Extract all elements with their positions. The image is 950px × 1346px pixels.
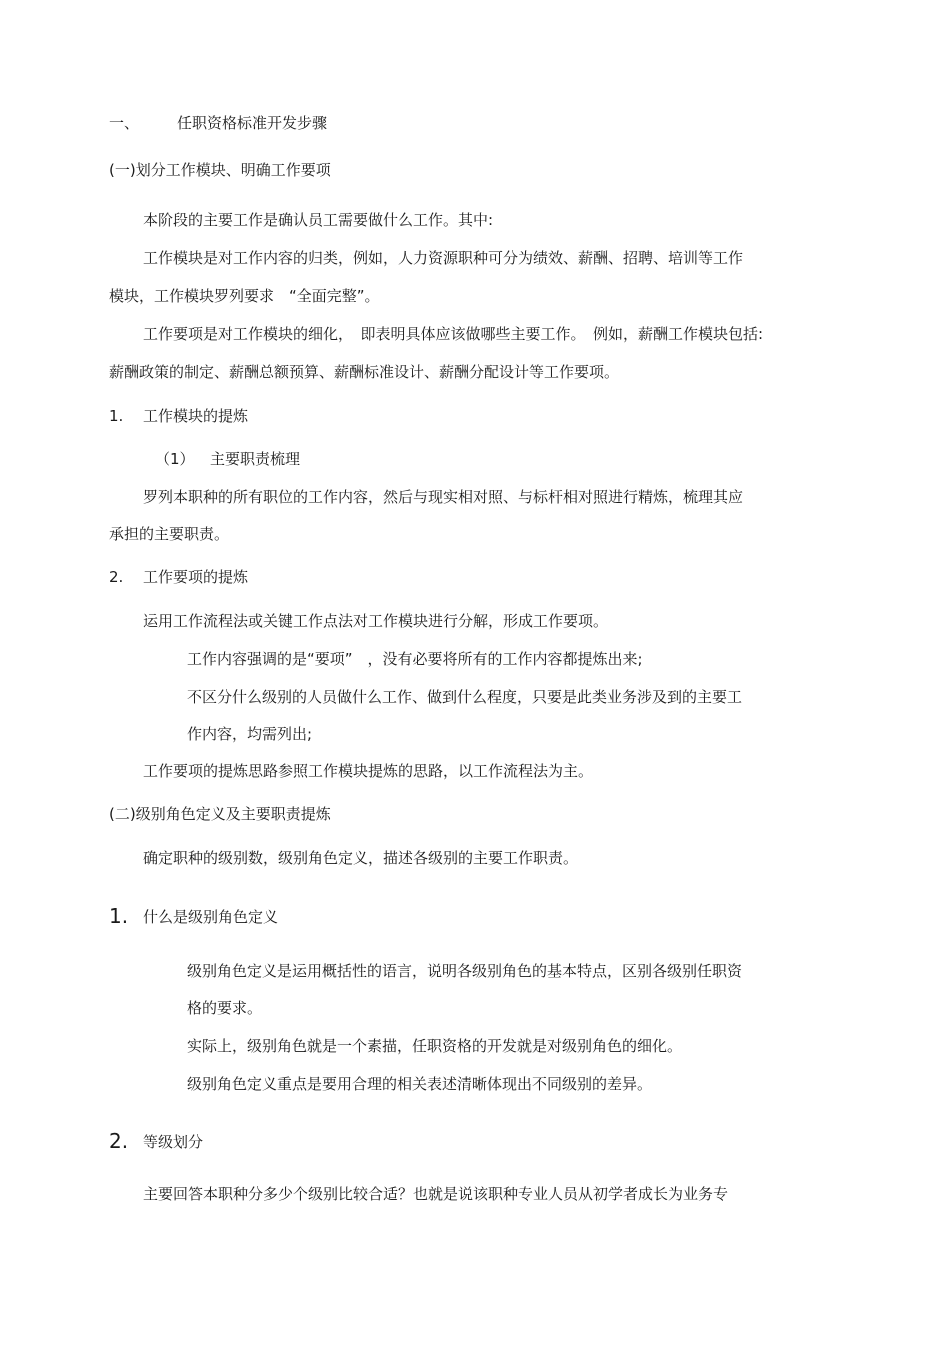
list-item-title: 什么是级别角色定义	[143, 908, 279, 926]
section-2-intro: 确定职种的级别数，级别角色定义，描述各级别的主要工作职责。	[143, 849, 579, 867]
list-item-title: 工作要项的提炼	[143, 568, 249, 586]
heading-1-number: 一、	[109, 114, 140, 132]
list-item-number: 1.	[109, 904, 129, 928]
section-1-heading: (一)划分工作模块、明确工作要项	[109, 161, 331, 179]
list-item-title: 工作模块的提炼	[143, 407, 249, 425]
paragraph-line: 运用工作流程法或关键工作点法对工作模块进行分解，形成工作要项。	[143, 612, 609, 630]
paragraph-line: 级别角色定义是运用概括性的语言，说明各级别角色的基本特点，区别各级别任职资	[187, 962, 743, 980]
bullet-line: 作内容，均需列出;	[187, 725, 313, 743]
paragraph-line: 模块，工作模块罗列要求 “全面完整”。	[109, 287, 380, 305]
paragraph-line: 实际上，级别角色就是一个素描，任职资格的开发就是对级别角色的细化。	[187, 1037, 683, 1055]
paragraph-line: 工作模块是对工作内容的归类，例如，人力资源职种可分为绩效、薪酬、招聘、培训等工作	[143, 249, 744, 267]
list-item-number: 2.	[109, 1129, 129, 1153]
paragraph-line: 主要回答本职种分多少个级别比较合适？也就是说该职种专业人员从初学者成长为业务专	[143, 1185, 729, 1203]
paragraph-line: 承担的主要职责。	[109, 525, 230, 543]
section-1-intro: 本阶段的主要工作是确认员工需要做什么工作。其中:	[143, 211, 494, 229]
paragraph-line: 罗列本职种的所有职位的工作内容，然后与现实相对照、与标杆相对照进行精炼，梳理其应	[143, 488, 744, 506]
heading-1-title: 任职资格标准开发步骤	[177, 114, 328, 132]
list-item-number: 2.	[109, 568, 124, 586]
paragraph-line: 格的要求。	[187, 999, 263, 1017]
paragraph-line: 薪酬政策的制定、薪酬总额预算、薪酬标准设计、薪酬分配设计等工作要项。	[109, 363, 620, 381]
sub-item-title: 主要职责梳理	[210, 450, 301, 468]
paragraph-line: 级别角色定义重点是要用合理的相关表述清晰体现出不同级别的差异。	[187, 1075, 653, 1093]
list-item-title: 等级划分	[143, 1133, 204, 1151]
bullet-line: 工作内容强调的是“要项” ，没有必要将所有的工作内容都提炼出来;	[187, 650, 643, 668]
paragraph-line: 工作要项的提炼思路参照工作模块提炼的思路，以工作流程法为主。	[143, 762, 594, 780]
sub-item-number: （1）	[155, 450, 195, 468]
bullet-line: 不区分什么级别的人员做什么工作、做到什么程度，只要是此类业务涉及到的主要工	[187, 688, 743, 706]
list-item-number: 1.	[109, 407, 124, 425]
paragraph-line: 工作要项是对工作模块的细化， 即表明具体应该做哪些主要工作。 例如，薪酬工作模块包括:	[143, 325, 764, 343]
section-2-heading: (二)级别角色定义及主要职责提炼	[109, 805, 331, 823]
